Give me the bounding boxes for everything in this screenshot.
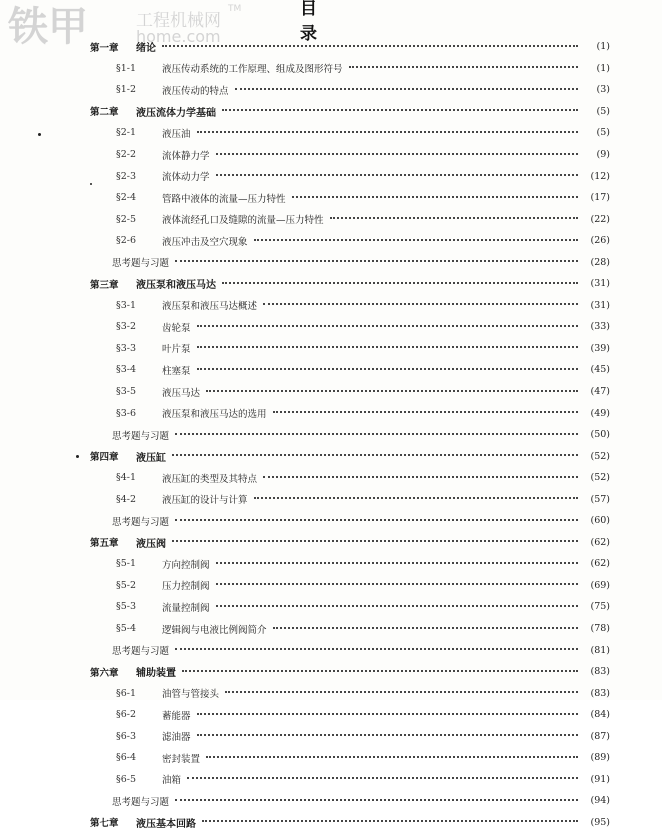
toc-entry-title: 柱塞泵 [162,365,191,377]
scan-speck [38,133,41,136]
toc-entry-number: §3-2 [116,321,137,333]
dot-leader [206,756,578,758]
toc-entry-number: 第五章 [90,538,119,550]
toc-entry-title: 液压马达 [162,387,201,399]
dot-leader [254,497,578,499]
dot-leader [197,368,578,370]
toc-section-row[interactable] [90,467,610,489]
toc-page-number: (26) [590,235,610,247]
page-title: 目 录 [300,0,347,44]
toc-page-number: (50) [590,429,610,441]
dot-leader [330,217,578,219]
toc-entry-number: §3-4 [116,364,137,376]
toc-entry-number: 第三章 [90,279,119,291]
toc-entry-title: 液压传动的特点 [162,85,229,97]
watermark-brand: 铁甲 [8,4,88,50]
toc-entry-title: 流体动力学 [162,172,210,184]
toc-section-row[interactable] [90,596,610,618]
toc-entry-title: 液压流体力学基础 [136,107,216,119]
toc-entry-number: §4-2 [116,493,137,505]
table-of-contents [90,36,610,833]
toc-chapter-row[interactable] [90,532,610,554]
toc-entry-title: 绪论 [136,43,156,55]
toc-page-number: (33) [590,321,610,333]
toc-page-number: (3) [596,84,610,96]
dot-leader [197,734,578,736]
dot-leader [175,648,578,650]
toc-entry-title: 液压泵和液压马达的选用 [162,409,267,421]
toc-entry-number: §2-4 [116,192,137,204]
toc-page-number: (45) [590,364,610,376]
dot-leader [197,131,578,133]
toc-page-number: (12) [590,170,610,182]
toc-entry-number: §3-1 [116,299,137,311]
toc-chapter-row[interactable] [90,101,610,123]
toc-entry-number: §3-3 [116,342,137,354]
toc-page-number: (57) [590,493,610,505]
toc-entry-number: §3-5 [116,386,137,398]
toc-entry-title: 辅助装置 [136,668,176,680]
toc-section-row[interactable] [90,187,610,209]
toc-entry-number: §2-1 [116,127,137,139]
dot-leader [175,260,578,262]
dot-leader [222,282,578,284]
toc-page-number: (91) [590,773,610,785]
dot-leader [292,196,578,198]
toc-entry-number: §5-2 [116,579,137,591]
toc-entry-number: §6-4 [116,752,137,764]
toc-entry-title: 液压冲击及空穴现象 [162,236,248,248]
toc-entry-title: 液压油 [162,128,191,140]
toc-entry-title: 齿轮泵 [162,322,191,334]
toc-section-row[interactable] [90,769,610,791]
dot-leader [175,799,578,801]
toc-page-number: (49) [590,407,610,419]
toc-page-number: (1) [596,41,610,53]
toc-entry-title: 管路中液体的流量—压力特性 [162,193,286,205]
dot-leader [216,562,578,564]
toc-section-row[interactable] [90,682,610,704]
toc-page-number: (60) [590,515,610,527]
toc-exercise-row[interactable] [90,510,610,532]
toc-section-row[interactable] [90,144,610,166]
toc-entry-number: 第一章 [90,42,119,54]
toc-page-number: (87) [590,730,610,742]
toc-chapter-row[interactable] [90,273,610,295]
toc-entry-number: §3-6 [116,407,137,419]
dot-leader [175,519,578,521]
toc-page-number: (52) [590,450,610,462]
toc-section-row[interactable] [90,726,610,748]
toc-entry-number: §6-2 [116,709,137,721]
toc-entry-title: 密封装置 [162,753,201,765]
toc-entry-title: 油箱 [162,775,182,787]
scan-speck [76,455,79,458]
toc-entry-number: §2-5 [116,213,137,225]
dot-leader [273,411,578,413]
toc-entry-title: 压力控制阀 [162,581,210,593]
toc-entry-number: §2-2 [116,149,137,160]
dot-leader [216,174,578,176]
toc-page-number: (78) [590,623,610,635]
toc-entry-title: 叶片泵 [162,344,191,356]
toc-entry-number: §5-1 [116,558,137,570]
toc-entry-title: 逻辑阀与电液比例阀简介 [162,624,267,636]
toc-entry-number: 第六章 [90,667,119,679]
toc-page-number: (5) [596,105,610,117]
toc-section-row[interactable] [90,58,610,80]
toc-exercise-row[interactable] [90,251,610,273]
dot-leader [172,454,578,456]
toc-page-number: (31) [590,299,610,311]
dot-leader [349,66,578,68]
toc-entry-title: 思考题与习题 [112,646,170,658]
toc-page-number: (22) [590,213,610,225]
toc-section-row[interactable] [90,381,610,403]
toc-entry-number: 第四章 [90,452,119,464]
toc-entry-number: §5-3 [116,601,137,613]
toc-page-number: (62) [590,536,610,548]
toc-section-row[interactable] [90,402,610,424]
toc-page-number: (89) [590,752,610,764]
toc-entry-title: 液压缸的类型及其特点 [162,473,258,485]
dot-leader [263,303,578,305]
toc-page-number: (83) [590,666,610,678]
dot-leader [175,433,578,435]
toc-entry-title: 思考题与习题 [112,258,170,270]
toc-entry-number: §1-2 [116,84,137,96]
toc-entry-title: 液压缸 [136,452,166,464]
toc-entry-title: 流体静力学 [162,150,210,162]
toc-section-row[interactable] [90,295,610,317]
toc-section-row[interactable] [90,704,610,726]
toc-entry-title: 思考题与习题 [112,796,170,808]
toc-page-number: (39) [590,342,610,354]
toc-page-number: (84) [590,709,610,721]
toc-page-number: (95) [590,816,610,828]
dot-leader [206,390,578,392]
toc-page-number: (17) [590,192,610,204]
toc-page-number: (9) [596,149,610,160]
toc-chapter-row[interactable] [90,661,610,683]
toc-entry-number: §2-3 [116,170,137,182]
toc-chapter-row[interactable] [90,445,610,467]
toc-exercise-row[interactable] [90,424,610,446]
dot-leader [172,540,578,542]
toc-entry-title: 液压缸的设计与计算 [162,495,248,507]
dot-leader [162,45,578,47]
toc-section-row[interactable] [90,575,610,597]
toc-section-row[interactable] [90,488,610,510]
toc-chapter-row[interactable] [90,36,610,58]
toc-section-row[interactable] [90,359,610,381]
toc-exercise-row[interactable] [90,790,610,812]
toc-entry-number: §6-1 [116,687,137,699]
toc-entry-number: §6-5 [116,773,137,785]
toc-section-row[interactable] [90,165,610,187]
toc-entry-title: 油管与管接头 [162,689,220,701]
dot-leader [225,691,578,693]
toc-page-number: (69) [590,579,610,591]
toc-entry-number: §5-4 [116,623,137,635]
dot-leader [187,777,578,779]
dot-leader [222,109,578,111]
toc-page-number: (75) [590,601,610,613]
toc-section-row[interactable] [90,338,610,360]
watermark-site: 工程机械网 [136,11,221,31]
dot-leader [273,627,578,629]
toc-section-row[interactable] [90,79,610,101]
toc-section-row[interactable] [90,618,610,640]
watermark-url: home.com [136,27,221,46]
dot-leader [197,325,578,327]
toc-entry-number: §2-6 [116,235,137,247]
dot-leader [235,88,578,90]
toc-section-row[interactable] [90,208,610,230]
toc-section-row[interactable] [90,122,610,144]
toc-page-number: (83) [590,687,610,699]
toc-section-row[interactable] [90,316,610,338]
toc-entry-number: §6-3 [116,730,137,742]
toc-entry-title: 蓄能器 [162,710,191,722]
toc-page-number: (94) [590,795,610,807]
toc-page-number: (47) [590,386,610,398]
toc-entry-title: 液压泵和液压马达 [136,280,216,292]
dot-leader [197,346,578,348]
toc-page-number: (5) [596,127,610,139]
toc-entry-title: 液压传动系统的工作原理、组成及图形符号 [162,64,343,76]
toc-entry-title: 流量控制阀 [162,602,210,614]
dot-leader [202,820,578,822]
toc-page-number: (62) [590,558,610,570]
toc-entry-title: 思考题与习题 [112,516,170,528]
toc-entry-number: 第二章 [90,107,119,119]
toc-page-number: (31) [590,278,610,290]
toc-section-row[interactable] [90,553,610,575]
toc-chapter-row[interactable] [90,812,610,833]
toc-section-row[interactable] [90,230,610,252]
toc-entry-title: 思考题与习题 [112,430,170,442]
toc-entry-number: §4-1 [116,472,137,484]
toc-entry-title: 液体流经孔口及缝隙的流量—压力特性 [162,215,324,227]
toc-entry-title: 液压基本回路 [136,818,196,830]
dot-leader [254,239,578,241]
watermark-trademark: TM [228,4,242,14]
toc-section-row[interactable] [90,747,610,769]
dot-leader [263,476,578,478]
dot-leader [182,670,578,672]
toc-entry-title: 方向控制阀 [162,559,210,571]
toc-entry-title: 滤油器 [162,732,191,744]
toc-page-number: (1) [596,62,610,74]
toc-entry-number: 第七章 [90,818,119,830]
toc-entry-number: §1-1 [116,62,137,74]
dot-leader [216,583,578,585]
dot-leader [216,153,578,155]
toc-entry-title: 液压泵和液压马达概述 [162,301,258,313]
toc-entry-title: 液压阀 [136,538,166,550]
dot-leader [197,713,578,715]
toc-page-number: (52) [590,472,610,484]
toc-page-number: (28) [590,256,610,268]
dot-leader [216,605,578,607]
toc-page-number: (81) [590,644,610,656]
toc-exercise-row[interactable] [90,639,610,661]
